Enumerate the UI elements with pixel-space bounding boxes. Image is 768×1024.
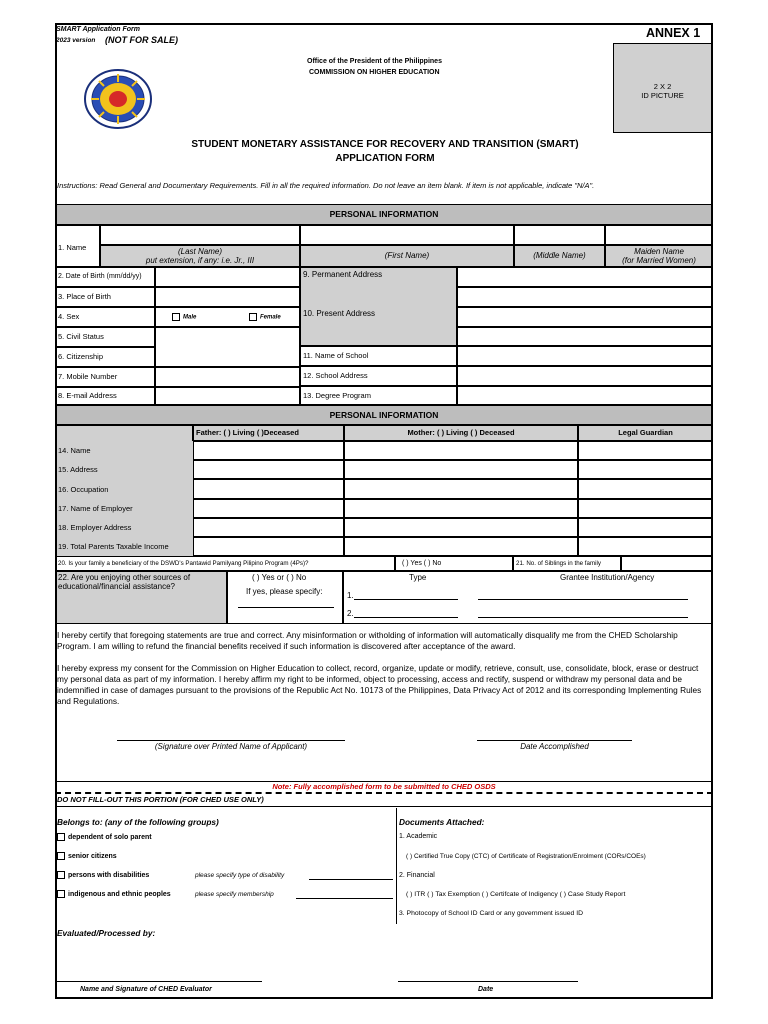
evaluated-by-label: Evaluated/Processed by: <box>57 928 156 938</box>
evaluator-caption: Name and Signature of CHED Evaluator <box>80 986 212 993</box>
form-title-line2: APPLICATION FORM <box>335 153 435 164</box>
signature-caption: (Signature over Printed Name of Applicant) <box>154 742 308 751</box>
form-border <box>55 23 713 999</box>
doc-ctc[interactable]: ( ) Certified True Copy (CTC) of Certificate of Registration/Enrolment (CORs/COEs) <box>406 853 646 860</box>
female-checkbox[interactable]: Female <box>249 313 281 322</box>
certification-paragraph: I hereby certify that foregoing statements are true and correct. Any misinformation or witholding of information will automatically disqualify me from the CHED Scholarship Program. I am willing to refund the financial benefits received if such information is discovered after acceptance of the award. <box>57 630 678 651</box>
name-label: 1. Name <box>55 225 100 267</box>
male-checkbox[interactable]: Male <box>172 313 196 322</box>
parent-row-label: 14. Name <box>55 441 193 460</box>
mobile-label: 7. Mobile Number <box>55 367 155 387</box>
school-address-label: 12. School Address <box>300 366 457 386</box>
doc-financial: 2. Financial <box>399 872 435 879</box>
school-name-label: 11. Name of School <box>300 346 457 366</box>
q20-answer[interactable]: ( ) Yes ( ) No <box>395 556 513 571</box>
evaluation-date-caption: Date <box>478 986 494 993</box>
belongs-to-label: Belongs to: (any of the following groups) <box>57 817 219 827</box>
email-label: 8. E-mail Address <box>55 387 155 405</box>
section-family-info: PERSONAL INFORMATION <box>55 405 713 425</box>
grantee-header: Grantee Institution/Agency <box>560 573 655 582</box>
type-header: Type <box>409 573 427 582</box>
consent-paragraph: I hereby express my consent for the Commission on Higher Education to collect, record, organize, update or modify, retrieve, consult, use, consolidate, block, erase or destruct my personal data as part of my information. I hereby affirm my right to be informed, object to processing, access and rectify, suspend or withdraw my personal data and be indemnified in case of damages pursuant to the provisions of the Republic Act No. 10173 of the Philippines, Data Privacy Act of 2012 and its corresponding Implementing Rules and Regulations. <box>57 663 702 706</box>
sex-label: 4. Sex <box>55 307 155 327</box>
mother-header: Mother: ( ) Living ( ) Deceased <box>344 425 578 441</box>
present-address-label: 10. Present Address <box>303 309 376 318</box>
parent-row-label: 17. Name of Employer <box>55 499 193 518</box>
dob-label: 2. Date of Birth (mm/dd/yy) <box>55 267 155 287</box>
doc-photocopy-id[interactable]: 3. Photocopy of School ID Card or any government issued ID <box>399 910 583 917</box>
maiden-name-caption: Maiden Name (for Married Women) <box>605 245 713 267</box>
citizenship-label: 6. Citizenship <box>55 347 155 367</box>
submission-note: Note: Fully accomplished form to be submitted to CHED OSDS <box>272 782 496 791</box>
middle-name-caption: (Middle Name) <box>514 245 605 267</box>
parent-row-label: 19. Total Parents Taxable Income <box>55 537 193 556</box>
degree-label: 13. Degree Program <box>300 386 457 405</box>
instructions: Instructions: Read General and Documentary Requirements. Fill in all the required information. Do not leave an item blank. If item is not applicable, indicate "N/A". <box>57 181 595 190</box>
disability-specify: please specify type of disability <box>195 872 285 879</box>
group-pwd[interactable]: persons with disabilities <box>57 871 149 881</box>
q21-label: 21. No. of Siblings in the family <box>513 556 621 571</box>
documents-attached-label: Documents Attached: <box>399 817 485 827</box>
group-senior-citizens[interactable]: senior citizens <box>57 852 117 862</box>
date-accomplished-caption: Date Accomplished <box>520 742 589 751</box>
group-indigenous[interactable]: indigenous and ethnic peoples <box>57 890 171 900</box>
pob-label: 3. Place of Birth <box>55 287 155 307</box>
form-title-line1: STUDENT MONETARY ASSISTANCE FOR RECOVERY AND TRANSITION (SMART) <box>191 139 579 150</box>
parent-row-label: 15. Address <box>55 460 193 479</box>
ched-use-only-label: DO NOT FILL-OUT THIS PORTION (FOR CHED USE ONLY) <box>57 795 264 804</box>
doc-academic: 1. Academic <box>399 833 438 840</box>
membership-specify: please specify membership <box>195 891 274 898</box>
office-label: Office of the President of the Philippines <box>307 58 442 65</box>
first-name-caption: (First Name) <box>300 245 514 267</box>
group-solo-parent[interactable]: dependent of solo parent <box>57 833 152 843</box>
not-for-sale: (NOT FOR SALE) <box>105 35 178 45</box>
parent-row-label: 18. Employer Address <box>55 518 193 537</box>
parent-row-label: 16. Occupation <box>55 479 193 499</box>
permanent-address-label: 9. Permanent Address <box>303 270 383 279</box>
father-header: Father: ( ) Living ( )Deceased <box>193 425 344 441</box>
doc-financial-items[interactable]: ( ) ITR ( ) Tax Exemption ( ) Certifcate of Indigency ( ) Case Study Report <box>406 891 626 898</box>
commission-label: COMMISSION ON HIGHER EDUCATION <box>309 69 440 76</box>
civil-status-label: 5. Civil Status <box>55 327 155 347</box>
section-personal-info: PERSONAL INFORMATION <box>55 204 713 225</box>
form-name: SMART Application Form <box>56 26 140 33</box>
last-name-caption: (Last Name) put extension, if any: i.e. Jr., III <box>100 245 300 267</box>
q22-label-box: 22. Are you enjoying other sources of educational/financial assistance? <box>55 571 227 624</box>
form-version: 2023 version <box>56 37 96 44</box>
q22-specify: If yes, please specify: <box>246 587 323 596</box>
photo-size-label: 2 X 2 <box>653 82 672 91</box>
q20-label: 20. Is your family a beneficiary of the DSWD's Pantawid Pamilyang Pilipino Program (4Ps)? <box>55 556 395 571</box>
annex-label: ANNEX 1 <box>646 26 701 40</box>
q22-yes-no[interactable]: ( ) Yes or ( ) No <box>252 573 307 582</box>
guardian-header: Legal Guardian <box>578 425 713 441</box>
photo-type-label: ID PICTURE <box>641 91 684 100</box>
q22-details-box: Type Grantee Institution/Agency 1. 2. <box>343 571 713 624</box>
